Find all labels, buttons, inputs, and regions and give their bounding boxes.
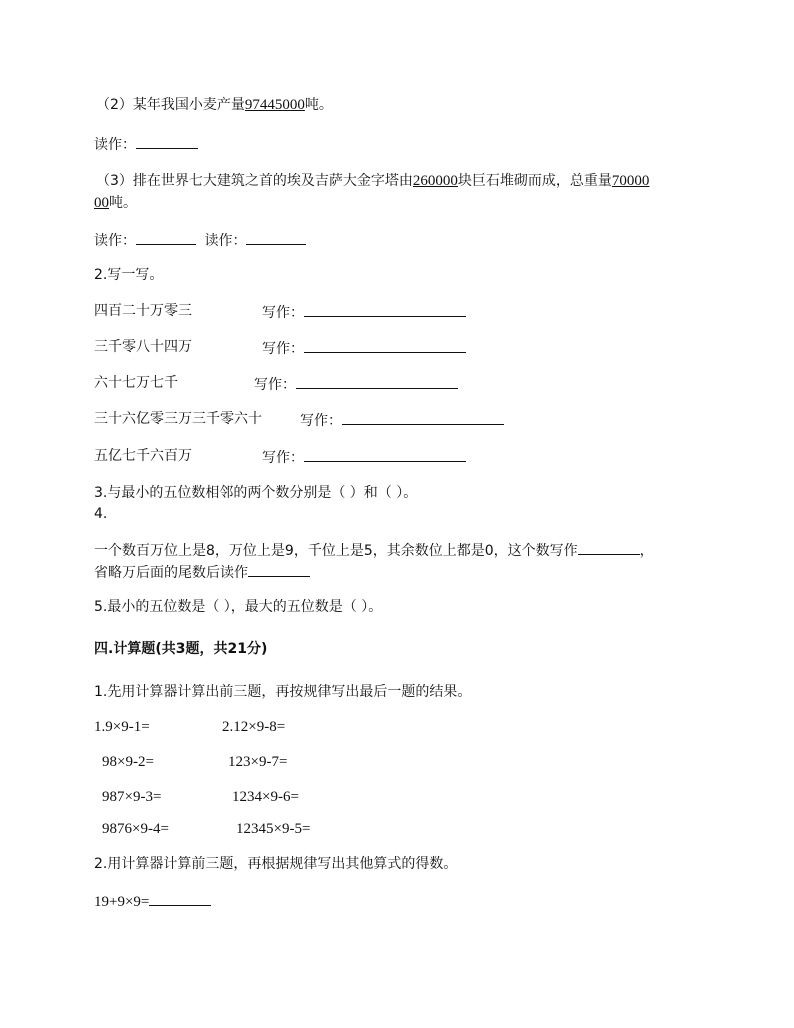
q2-line: [96, 96, 333, 114]
q3-mid: 块巨石堆砌而成，总重量: [457, 173, 612, 189]
answer-blank[interactable]: [304, 302, 466, 317]
calc-left-1: 1.9×9-1=: [94, 719, 150, 735]
answer-blank-1[interactable]: [136, 230, 196, 245]
write-row: [94, 447, 192, 465]
write-row: [94, 410, 262, 428]
calc-left-2: 98×9-2=: [102, 754, 154, 770]
calc-right-3: 1234×9-6=: [232, 789, 299, 805]
answer-blank[interactable]: [304, 338, 466, 353]
q3-number-2b: 00: [94, 195, 109, 211]
write-label: 写作：: [262, 341, 304, 357]
answer-blank[interactable]: [342, 410, 504, 425]
q2-prefix: （2）某年我国小麦产量: [96, 97, 245, 113]
calc-right-4: 12345×9-5=: [236, 821, 311, 837]
answer-blank[interactable]: [296, 374, 458, 389]
write-label: 写作：: [300, 413, 342, 429]
read-label: 读作：: [94, 137, 136, 153]
answer-blank[interactable]: [149, 891, 211, 906]
q4-number: 4.: [94, 506, 108, 522]
q3-suffix: 吨。: [109, 195, 137, 211]
q5-text: 5.最小的五位数是（ ），最大的五位数是（ ）。: [94, 599, 383, 615]
section-heading: 四.计算题(共3题，共21分): [94, 641, 268, 657]
q4-text-1: 一个数百万位上是8，万位上是9，千位上是5，其余数位上都是0，这个数写作: [94, 543, 578, 559]
write-row: [94, 338, 192, 356]
write-label: 写作：: [262, 450, 304, 466]
q3-number-2a: 70000: [611, 173, 650, 189]
q3-number-1: 260000: [412, 173, 458, 189]
q3b-text: 3.与最小的五位数相邻的两个数分别是（ ）和（ ）。: [94, 485, 418, 501]
write-answer: [262, 338, 466, 358]
answer-blank[interactable]: [136, 134, 198, 149]
calc2-expr: 19+9×9=: [94, 894, 150, 910]
write-item: 三十六亿零三万三千零六十: [94, 411, 262, 427]
write-row: [94, 374, 178, 392]
calc-right-2: 123×9-7=: [228, 754, 288, 770]
q3-line: [96, 172, 649, 190]
q2-suffix: 吨。: [304, 97, 333, 113]
answer-blank[interactable]: [248, 562, 310, 577]
write-answer: [262, 302, 466, 322]
q4-text-2: 省略万后面的尾数后读作: [94, 565, 248, 581]
write-answer: [300, 410, 504, 430]
write-label: 写作：: [254, 377, 296, 393]
q4-line-1: [94, 540, 654, 560]
write-row: [94, 302, 192, 320]
write-answer: [254, 374, 458, 394]
write-item: 五亿七千六百万: [94, 448, 192, 464]
write-label: 写作：: [262, 305, 304, 321]
q4-comma: ，: [639, 543, 654, 559]
read-label-2: 读作：: [204, 233, 247, 249]
q3-prefix: （3）排在世界七大建筑之首的埃及吉萨大金字塔由: [96, 173, 413, 189]
answer-blank[interactable]: [304, 447, 466, 462]
calc2-intro: 2.用计算器计算前三题，再根据规律写出其他算式的得数。: [94, 856, 458, 872]
write-item: 三千零八十四万: [94, 339, 192, 355]
write-item: 六十七万七千: [94, 375, 178, 391]
q3-line-2: [94, 194, 137, 212]
q3-read-row: [94, 230, 306, 250]
answer-blank[interactable]: [578, 540, 640, 555]
answer-blank-2[interactable]: [246, 230, 306, 245]
q2-number: 97445000: [244, 97, 305, 113]
write-item: 四百二十万零三: [94, 303, 192, 319]
calc-left-4: 9876×9-4=: [102, 821, 169, 837]
sec2-title: 2.写一写。: [94, 267, 164, 283]
calc1-intro: 1.先用计算器计算出前三题，再按规律写出最后一题的结果。: [94, 684, 472, 700]
q2-read-row: [94, 134, 198, 154]
calc-left-3: 987×9-3=: [102, 789, 162, 805]
calc-right-1: 2.12×9-8=: [222, 719, 286, 735]
calc2-row: [94, 891, 211, 911]
q4-line-2: [94, 562, 310, 582]
write-answer: [262, 447, 466, 467]
read-label-1: 读作：: [94, 233, 136, 249]
